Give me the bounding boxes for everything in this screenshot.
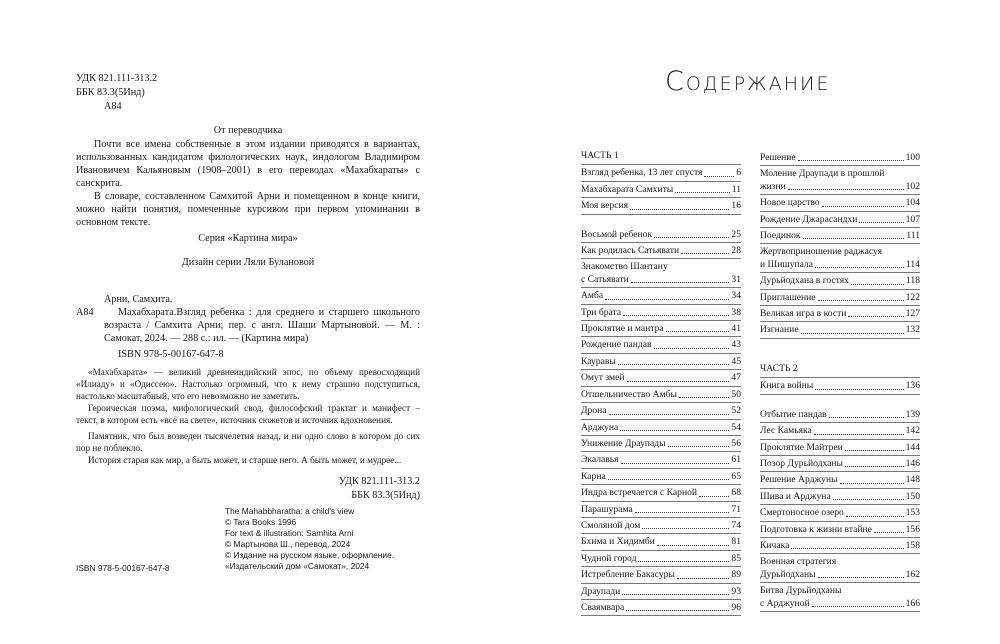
contents-entry-row [760,230,920,242]
udk-bottom: УДК 821.111-313.2 [338,476,420,487]
contents-page-number: 144 [905,441,920,453]
contents-entry [581,452,741,468]
contents-entry-label: Парашурама [581,503,633,515]
dot-leader [818,300,904,301]
dot-leader [638,561,729,562]
contents-entry-row [760,474,920,486]
dot-leader [833,499,904,500]
bbk-bottom: ББК 83.3(5Инд) [351,490,420,501]
contents-entry-label: Чудной город [581,552,637,564]
copyright-line: «Издательский дом «Самокат», 2024 [225,561,370,571]
contents-page-number: 56 [731,437,741,449]
contents-page-number: 16 [731,200,741,212]
dot-leader [815,267,904,268]
contents-entry-row [581,167,741,179]
contents-entry-label: Отшельничество Амбы [581,388,677,400]
dot-leader [627,381,730,382]
contents-entry-row [581,307,741,319]
contents-column-2 [760,150,920,612]
contents-entry-label: Рождение Джарасандхи [760,213,858,225]
contents-page-number: 107 [905,213,920,225]
contents-entry-row [760,275,920,287]
dot-leader [840,483,904,484]
author-name: Арни, Самхита. [104,294,173,305]
contents-entry [581,469,741,485]
dot-leader [620,430,729,431]
contents-page-number: 100 [905,152,920,163]
contents-entry-label: Отбытие пандав [760,408,827,420]
contents-page-number: 45 [731,355,741,367]
contents-title: Содержание [665,66,831,97]
contents-entry-row [581,586,741,598]
dot-leader [699,496,729,497]
contents-entry-row [581,245,741,257]
dot-leader [798,160,904,161]
udk-top: УДК 821.111-313.2 [76,73,158,84]
dot-leader [704,176,734,177]
contents-entry [581,485,741,501]
contents-page-number: 162 [905,568,920,580]
contents-page-number: 38 [731,306,741,318]
contents-entry-label: и Шишупала [760,258,814,270]
contents-entry-row [760,524,920,536]
bibliographic-record: Махабхарата.Взгляд ребенка : для среднего и старшего школьного возраста / Самхита Арни; пер. с англ. Шаши Мартыновой. — М. : Самокат, 2024. — 288 с.: ил. — (Картина мира) [104,307,420,344]
contents-entry-label: Новое царство [760,197,820,209]
contents-entry-row [581,290,741,302]
contents-entry-label: Битва Дурьйодханы [760,585,842,597]
dot-leader [654,237,729,238]
contents-entry [581,518,741,534]
contents-entry-row [581,229,741,241]
contents-page-number: 136 [905,380,920,392]
contents-entry-row [760,458,920,470]
contents-entry-row [581,454,741,466]
contents-entry-label: Смоляной дом [581,519,641,531]
contents-entry-label: Проклятие Майтреи [760,441,843,453]
dot-leader [622,594,729,595]
contents-entry-label: Решение [760,152,796,163]
copyright-line: © Мартынова Ш., перевод, 2024 [225,539,351,549]
contents-page-number: 102 [905,180,920,192]
dot-leader [654,348,730,349]
contents-entry-row [581,471,741,483]
dot-leader [815,389,903,390]
contents-entry [581,584,741,600]
contents-entry-row [760,425,920,437]
series-name: Серия «Картина мира» [198,233,298,244]
contents-entry [760,505,920,521]
contents-entry [581,370,741,386]
contents-entry-label: Жертвоприношение раджасуя [760,246,882,258]
dot-leader [801,333,904,334]
contents-entry [760,456,920,472]
dot-leader [812,606,904,607]
contents-entry [581,420,741,436]
dot-leader [848,316,903,317]
contents-page-number: 54 [731,421,741,433]
contents-entry [760,440,920,456]
contents-entry-label: Дурьйодханы [760,568,816,580]
contents-entry [581,198,741,214]
contents-entry-row [581,536,741,548]
contents-page-number: 85 [731,552,741,564]
contents-entry-label: Дрона [581,405,607,417]
dot-leader [631,282,730,283]
dot-leader [859,222,903,223]
contents-entry-label: Истребление Бакасуры [581,569,675,581]
contents-entry [581,354,741,370]
contents-entry [760,195,920,211]
contents-part-heading: ЧАСТЬ 1 [581,150,741,165]
contents-entry [760,212,920,228]
dot-leader [851,284,904,285]
contents-entry-label: Индра встречается с Карной [581,487,698,499]
contents-entry-label: Книга войны [760,380,814,392]
contents-entry [581,243,741,259]
dot-leader [618,364,730,365]
contents-entry-label: Взгляд ребенка, 13 лет спустя [581,167,703,179]
contents-page-number: 25 [731,228,741,240]
contents-entry-label: Махабхарата Самхиты [581,183,674,195]
contents-entry-row [760,569,920,581]
contents-entry-row [760,181,920,193]
contents-page-number: 111 [906,230,920,242]
copyright-line: © Издание на русском языке, оформление. [225,550,395,560]
contents-entry-row [760,214,920,226]
contents-entry-row [760,540,920,552]
bbk-top: ББК 83.3(5Инд) [76,87,145,98]
contents-page-number: 104 [905,197,920,209]
contents-entry-row [581,569,741,581]
dot-leader [608,479,730,480]
contents-entry [760,583,920,612]
contents-entry-label: Арджуна [581,421,619,433]
contents-page-number: 132 [905,324,920,336]
contents-entry-label: Восьмой ребенок [581,228,653,240]
contents-entry-label: Кауравы [581,355,616,367]
contents-page-number: 93 [731,585,741,597]
contents-page-number: 34 [731,290,741,302]
dot-leader [675,192,730,193]
contents-page-number: 6 [736,167,741,179]
contents-entry [581,600,741,616]
contents-entry-label: Сваямвара [581,601,625,613]
translator-heading: От переводчика [213,125,283,136]
contents-entry-label: Великая игра в кости [760,308,847,320]
contents-page-number: 41 [731,323,741,335]
contents-entry [581,305,741,321]
annotation-paragraph-1: «Махабхарата» — великий древнеиндийский эпос, по объему превосходящий «Илиаду» и «Одиссею». Настолько огромный, что к нему страшно подступиться, настолько масштабный, что его невозможно не заметить. [76,367,420,401]
contents-entry-label: Военная стратегия [760,556,837,568]
contents-entry [760,489,920,505]
contents-entry [760,407,920,423]
contents-entry [581,259,741,288]
contents-entry-label: Карна [581,470,606,482]
contents-page-number: 150 [905,490,920,502]
contents-entry-row [581,422,741,434]
contents-page-number: 50 [731,388,741,400]
contents-entry [581,165,741,181]
contents-page-number: 52 [731,405,741,417]
contents-entry-label: Дурьйодхана в гостях [760,275,849,287]
contents-entry [581,387,741,403]
contents-entry [760,423,920,439]
contents-page-number: 114 [905,258,920,270]
contents-entry-label: Амба [581,290,604,302]
contents-page-number: 127 [905,308,920,320]
contents-entry-label: Шива и Арджуна [760,490,831,502]
contents-page [500,0,1000,644]
contents-entry-label: Драупади [581,585,621,597]
dot-leader [623,315,729,316]
copyright-line: © Tara Books 1996 [225,517,297,527]
dot-leader [814,434,904,435]
contents-page-number: 74 [731,519,741,531]
dot-leader [829,417,904,418]
contents-entry-row [581,339,741,351]
dot-leader [679,397,729,398]
contents-page-number: 142 [905,425,920,437]
contents-entry-row [760,324,920,336]
contents-page-number: 61 [731,454,741,466]
biblio-code: А84 [76,307,94,318]
contents-page-number: 68 [731,487,741,499]
dot-leader [845,450,904,451]
contents-entry-row [581,184,741,196]
author-code-top: А84 [104,101,122,112]
contents-entry-row [581,553,741,565]
contents-entry-row [760,292,920,304]
dot-leader [846,516,904,517]
contents-entry-label: с Арджуной [760,597,810,609]
contents-page-number: 81 [731,536,741,548]
translator-paragraph-2: В словаре, составленном Самхитой Арни и помещенном в конце книги, можно найти понятия, помеченные курсивом при первом упоминании в основном тексте. [76,191,420,228]
contents-page-number: 71 [731,503,741,515]
contents-entry-label: Изгнание [760,324,799,336]
contents-entry [581,403,741,419]
contents-column-1 [581,150,741,616]
contents-entry-row [581,487,741,499]
contents-page-number: 31 [731,273,741,285]
contents-entry [760,538,920,554]
contents-entry-row [760,308,920,320]
contents-entry-label: Унижение Драупады [581,437,666,449]
contents-entry-row [760,152,920,164]
contents-page-number: 166 [905,597,920,609]
dot-leader [635,512,730,513]
contents-page-number: 148 [905,474,920,486]
contents-entry [581,321,741,337]
dot-leader [657,545,730,546]
contents-entry-label: Смертоносное озеро [760,507,844,519]
annotation-paragraph-3: Памятник, что был возведен тысячелетия назад, и ни одно слово в котором до сих пор не поблекло. [76,431,420,453]
contents-entry-row [760,507,920,519]
contents-entry-row [581,438,741,450]
contents-entry-label: Подготовка к жизни втайне [760,523,872,535]
isbn-record: ISBN 978-5-00167-647-8 [118,349,224,360]
contents-entry-label: Моление Драупади в прошлой [760,168,885,180]
contents-entry-row [760,598,920,610]
contents-entry [581,551,741,567]
contents-page-number: 146 [905,457,920,469]
contents-entry-label: Кичака [760,539,790,551]
contents-entry-label: Поединок [760,230,801,242]
contents-entry-row [760,409,920,421]
contents-page-number: 47 [731,372,741,384]
dot-leader [621,463,730,464]
contents-entry-label: жизни [760,180,786,192]
contents-entry [760,228,920,244]
contents-entry [760,150,920,166]
contents-entry-label: Решение Арджуны [760,474,838,486]
dot-leader [822,206,904,207]
contents-page-number: 139 [905,408,920,420]
copyright-line: The Mahabbharatha: a child's view [225,506,355,516]
contents-page-number: 158 [905,539,920,551]
contents-entry [581,337,741,353]
isbn-bottom: ISBN 978-5-00167-647-8 [76,563,170,573]
contents-entry-label: Рождение пандав [581,339,652,351]
dot-leader [788,189,904,190]
contents-entry-row [581,602,741,614]
dot-leader [668,446,730,447]
contents-entry-row [581,504,741,516]
dot-leader [803,238,905,239]
contents-page-number: 43 [731,339,741,351]
contents-entry-label: Знакомство Шантану [581,261,668,273]
dot-leader [666,331,730,332]
dot-leader [818,577,904,578]
contents-entry-label: Позор Дурьйодханы [760,457,844,469]
contents-entry [760,472,920,488]
contents-entry [581,227,741,243]
contents-entry-row [760,197,920,209]
contents-entry-label: Приглашение [760,291,816,303]
dot-leader [630,209,729,210]
contents-entry-row [581,520,741,532]
contents-entry-row [760,259,920,271]
contents-entry-row [581,389,741,401]
contents-entry-label: Моя версия [581,200,629,212]
contents-entry-row [581,405,741,417]
dot-leader [874,532,904,533]
contents-entry-row [760,491,920,503]
annotation-paragraph-4: История старая как мир, а быть может, и старше него. А быть может, и мудрее... [88,455,402,465]
contents-page-number: 96 [731,601,741,613]
contents-entry-row [581,356,741,368]
contents-entry [581,534,741,550]
contents-page-number: 118 [905,275,920,287]
contents-entry [581,182,741,198]
contents-entry [760,322,920,338]
contents-part-heading: ЧАСТЬ 2 [760,363,920,378]
dot-leader [681,253,729,254]
contents-entry [760,273,920,289]
contents-entry-label: Бхима и Хидимби [581,536,655,548]
translator-paragraph-1: Почти все имена собственные в этом издании приводятся в вариантах, использованных кандидатом филологических наук, индологом Владимиром Ивановичем Кальяновым (1908–2001) в его переводах «Махабхараты» с санскрита. [76,139,420,189]
contents-entry [760,244,920,273]
dot-leader [626,610,729,611]
contents-entry [760,522,920,538]
contents-entry [581,567,741,583]
contents-entry-row [581,200,741,212]
contents-entry [581,288,741,304]
contents-entry [581,502,741,518]
annotation-paragraph-2: Героическая поэма, мифологический свод, философский трактат и манифест – текст, в котором есть «всё на свете», источник сюжетов и источник вдохновения. [76,403,420,425]
contents-entry-label: с Сатьявати [581,273,629,285]
contents-page-number: 28 [731,245,741,257]
contents-page-number: 156 [905,523,920,535]
dot-leader [791,548,903,549]
dot-leader [609,414,730,415]
dot-leader [605,299,729,300]
contents-entry-row [581,274,741,286]
contents-page-number: 153 [905,507,920,519]
contents-entry-label: Лес Камьяка [760,425,812,437]
contents-entry [760,306,920,322]
contents-entry-row [581,323,741,335]
dot-leader [677,578,730,579]
contents-entry-label: Как родилась Сатьявати [581,245,680,257]
copyright-line: For text & illustration: Samhita Arni [225,528,354,538]
contents-entry-label: Экалавья [581,454,619,466]
contents-entry [760,378,920,394]
contents-page-number: 122 [905,291,920,303]
contents-page-number: 65 [731,470,741,482]
contents-entry-label: Омут змей [581,372,625,384]
contents-page-number: 89 [731,569,741,581]
dot-leader [845,466,904,467]
dot-leader [642,528,729,529]
contents-entry-label: Три брата [581,306,622,318]
contents-entry [581,436,741,452]
contents-entry-row [760,380,920,392]
contents-entry [760,166,920,195]
contents-entry-row [581,372,741,384]
contents-entry-label: Проклятие и мантра [581,323,664,335]
contents-entry-row [760,442,920,454]
contents-entry [760,290,920,306]
contents-entry [760,554,920,583]
contents-page-number: 11 [731,183,741,195]
series-design: Дизайн серии Ляли Булановой [181,257,315,268]
